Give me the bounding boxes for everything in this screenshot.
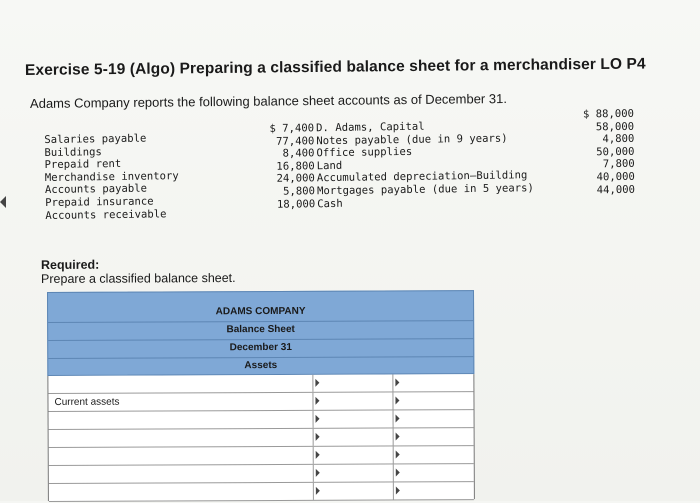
table-row xyxy=(49,482,474,502)
account-select-cell[interactable] xyxy=(49,429,314,447)
account-amount: $ 88,000 xyxy=(582,107,635,121)
current-assets-label: Current assets xyxy=(48,393,313,411)
table-row xyxy=(49,410,474,430)
amount-cell xyxy=(393,392,473,409)
amount-input-cell[interactable] xyxy=(314,410,394,427)
account-amount: 4,800 xyxy=(602,132,635,146)
statement-date: December 31 xyxy=(48,338,473,359)
account-amount: 24,000 xyxy=(276,172,315,186)
table-row xyxy=(48,374,473,394)
account-name: Buildings xyxy=(44,145,102,159)
account-name: Salaries payable xyxy=(44,132,147,146)
amount-input[interactable] xyxy=(314,430,393,447)
amount-input-cell[interactable] xyxy=(394,482,474,499)
account-name: Merchandise inventory xyxy=(44,169,179,184)
account-select-cell[interactable] xyxy=(49,483,314,501)
account-amount: 5,800 xyxy=(283,185,316,198)
amount-cell xyxy=(393,374,473,391)
accounts-left-names xyxy=(44,132,179,222)
account-amount: 44,000 xyxy=(596,183,636,196)
exercise-intro: Adams Company reports the following balance sheet accounts as of December 31. xyxy=(29,91,507,111)
account-name: Mortgages payable (due in 5 years) xyxy=(316,182,534,198)
account-name: Prepaid rent xyxy=(44,158,122,172)
accounts-left-amounts xyxy=(254,122,315,211)
left-arrow-icon[interactable] xyxy=(0,196,6,208)
amount-input[interactable] xyxy=(314,484,393,501)
account-select-cell[interactable] xyxy=(49,447,314,465)
account-amount: 8,400 xyxy=(282,147,315,160)
account-amount: 77,400 xyxy=(275,134,315,148)
amount-input[interactable] xyxy=(394,430,474,447)
amount-input-cell[interactable] xyxy=(394,464,474,481)
account-amount: 50,000 xyxy=(596,145,635,159)
account-name: Accounts receivable xyxy=(45,207,167,222)
amount-input-cell[interactable] xyxy=(314,446,394,463)
account-amount: $ 7,400 xyxy=(269,122,315,135)
account-name: Office supplies xyxy=(316,146,413,160)
table-row xyxy=(49,428,474,448)
account-name: Accumulated depreciation—Building xyxy=(316,169,528,185)
row-label-cell xyxy=(48,375,313,393)
amount-input-cell[interactable] xyxy=(394,428,474,445)
account-amount: 58,000 xyxy=(595,120,635,133)
amount-input-cell[interactable] xyxy=(394,410,474,427)
account-select-cell[interactable] xyxy=(49,411,314,429)
amount-input-cell[interactable] xyxy=(314,464,394,481)
table-row xyxy=(48,392,473,412)
account-name: Notes payable (due in 9 years) xyxy=(316,132,508,147)
amount-cell xyxy=(313,374,393,391)
balance-sheet-form xyxy=(47,290,475,501)
amount-input[interactable] xyxy=(394,466,474,483)
table-row xyxy=(49,446,474,466)
account-amount: 16,800 xyxy=(276,160,315,173)
statement-name: Balance Sheet xyxy=(48,320,473,341)
balance-sheet-header xyxy=(47,290,474,376)
account-select-cell[interactable] xyxy=(49,465,314,483)
amount-input-cell[interactable] xyxy=(314,482,394,499)
accounts-right-names xyxy=(316,119,534,210)
amount-cell xyxy=(313,392,393,409)
balance-sheet-grid xyxy=(47,374,475,501)
required-heading: Required: xyxy=(40,257,100,272)
required-text: Prepare a classified balance sheet. xyxy=(41,270,236,286)
amount-input[interactable] xyxy=(314,412,393,429)
amount-input[interactable] xyxy=(394,448,474,465)
amount-input[interactable] xyxy=(394,412,474,429)
amount-input[interactable] xyxy=(394,484,474,501)
amount-input[interactable] xyxy=(314,466,393,483)
table-row xyxy=(49,464,474,484)
account-amount: 40,000 xyxy=(596,170,635,184)
required-block xyxy=(41,257,236,286)
account-amount: 18,000 xyxy=(276,197,316,211)
account-name: D. Adams, Capital xyxy=(316,120,425,135)
section-heading: Assets xyxy=(244,359,278,372)
accounts-list xyxy=(44,107,646,232)
account-name: Land xyxy=(316,159,343,172)
exercise-title: Exercise 5-19 (Algo) Preparing a classified balance sheet for a merchandiser LO P4 xyxy=(24,55,646,79)
company-name: ADAMS COMPANY xyxy=(48,302,473,323)
account-name: Cash xyxy=(317,197,343,210)
account-input[interactable] xyxy=(49,485,313,503)
account-amount: 7,800 xyxy=(602,158,635,171)
account-name: Prepaid insurance xyxy=(45,195,154,209)
accounts-right-amounts xyxy=(574,108,635,197)
amount-input-cell[interactable] xyxy=(314,428,394,445)
account-name: Accounts payable xyxy=(44,182,148,197)
amount-input[interactable] xyxy=(314,448,393,465)
amount-input-cell[interactable] xyxy=(394,446,474,463)
